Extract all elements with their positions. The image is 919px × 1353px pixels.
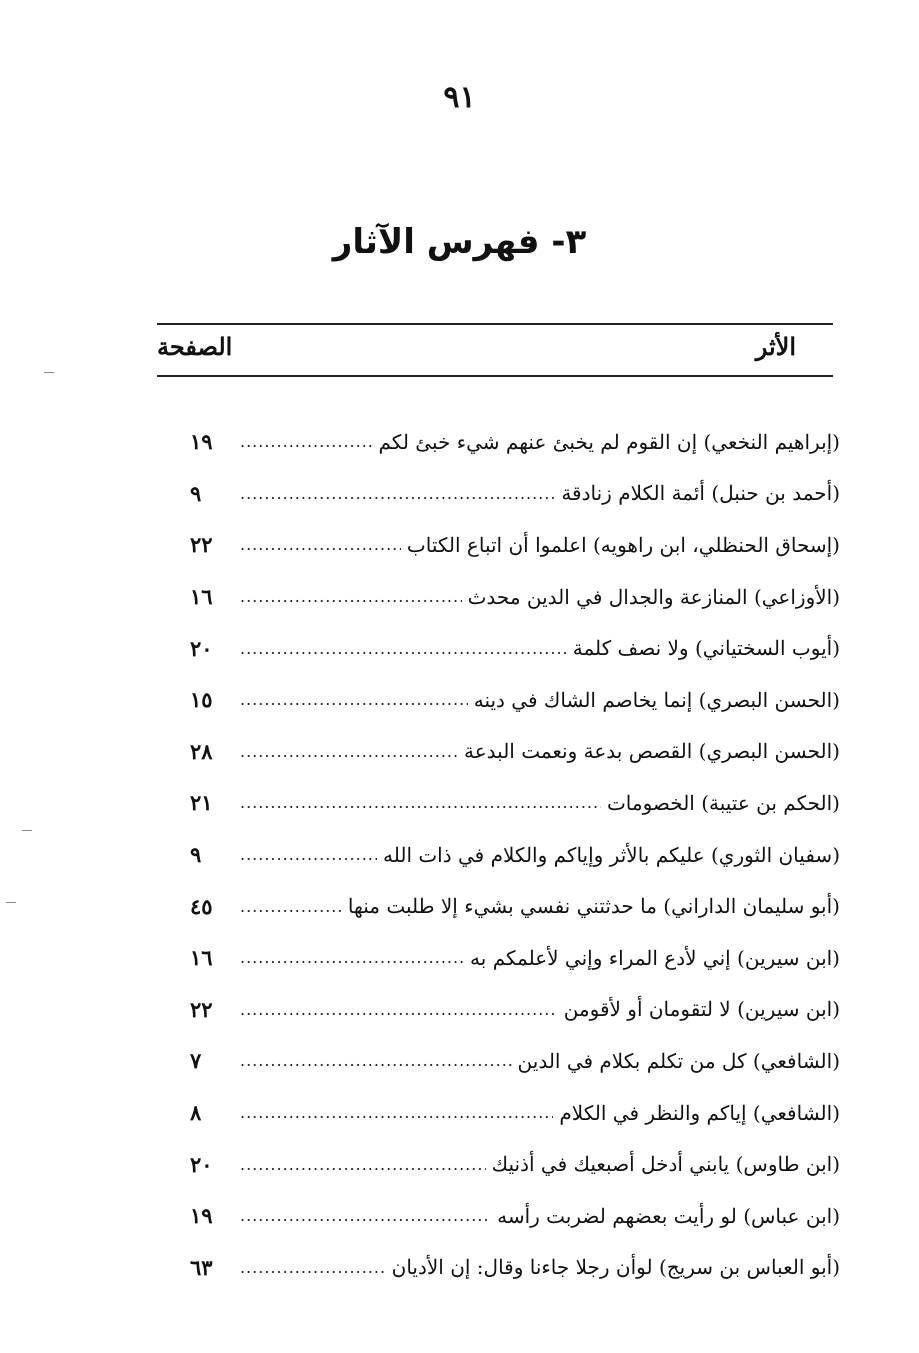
entry-text: (إسحاق الحنظلي، ابن راهويه) اعلموا أن اتباع الكتاب — [406, 532, 840, 557]
athar-index-list — [190, 416, 840, 1293]
index-entry — [190, 984, 840, 1036]
dot-leader — [240, 1155, 486, 1174]
entry-text: (سفيان الثوري) عليكم بالأثر وإياكم والكلام في ذات الله — [383, 842, 840, 867]
dot-leader — [240, 484, 555, 503]
entry-text: (أحمد بن حنبل) أئمة الكلام زنادقة — [561, 481, 840, 506]
entry-page-number: ٨ — [190, 1100, 202, 1126]
entry-text: (الحكم بن عتيبة) الخصومات — [606, 790, 840, 815]
entry-page-number: ٢١ — [190, 790, 213, 816]
index-entry — [190, 468, 840, 520]
entry-text: (ابن عباس) لو رأيت بعضهم لضربت رأسه — [497, 1203, 840, 1228]
page-title: ٣- فهرس الآثار — [332, 222, 587, 262]
entry-page-number: ١٦ — [190, 945, 213, 971]
dot-leader — [240, 639, 567, 658]
dot-leader — [240, 742, 458, 761]
header-top-rule — [157, 323, 833, 325]
entry-page-number: ٢٨ — [190, 738, 213, 764]
entry-page-number: ٢٠ — [190, 1151, 213, 1177]
dot-leader — [240, 793, 601, 812]
column-header-athar: الأثر — [755, 332, 796, 361]
entry-page-number: ٩ — [190, 842, 202, 868]
entry-page-number: ٦٣ — [190, 1254, 213, 1280]
dot-leader — [240, 1206, 491, 1225]
entry-text: (ابن سيرين) لا لتقومان أو لأقومن — [563, 997, 840, 1022]
dot-leader — [240, 535, 401, 554]
entry-text: (إبراهيم النخعي) إن القوم لم يخبئ عنهم شيء خبئ لكم — [378, 429, 840, 454]
entry-text: (أبو العباس بن سريج) لوأن رجلا جاءنا وقال: إن الأديان — [391, 1255, 840, 1280]
entry-page-number: ١٩ — [190, 1203, 213, 1229]
entry-page-number: ٢٢ — [190, 996, 213, 1022]
entry-page-number: ١٥ — [190, 687, 213, 713]
dot-leader — [240, 587, 462, 606]
dot-leader — [240, 1103, 553, 1122]
entry-text: (أبو سليمان الداراني) ما حدثتني نفسي بشيء إلا طلبت منها — [347, 894, 840, 919]
entry-text: (الأوزاعي) المنازعة والجدال في الدين محدث — [467, 584, 840, 609]
index-entry — [190, 1190, 840, 1242]
scan-mark — [22, 830, 32, 831]
dot-leader — [240, 690, 468, 709]
entry-page-number: ٧ — [190, 1048, 202, 1074]
entry-text: (الشافعي) إياكم والنظر في الكلام — [559, 1100, 840, 1125]
entry-page-number: ٩ — [190, 480, 202, 506]
index-entry — [190, 932, 840, 984]
dot-leader — [240, 1000, 558, 1019]
entry-page-number: ١٩ — [190, 429, 213, 455]
index-entry — [190, 674, 840, 726]
entry-page-number: ٢٢ — [190, 532, 213, 558]
index-entry — [190, 571, 840, 623]
index-entry — [190, 1087, 840, 1139]
page-number: ٩١ — [443, 80, 476, 115]
index-entry — [190, 622, 840, 674]
entry-page-number: ١٦ — [190, 584, 213, 610]
dot-leader — [240, 1258, 386, 1277]
index-entry — [190, 1242, 840, 1294]
index-entry — [190, 829, 840, 881]
index-entry — [190, 519, 840, 571]
entry-page-number: ٢٠ — [190, 635, 213, 661]
index-entry — [190, 777, 840, 829]
column-header-page: الصفحة — [157, 332, 233, 361]
scan-mark — [44, 372, 54, 373]
index-entry — [190, 1035, 840, 1087]
index-entry — [190, 416, 840, 468]
dot-leader — [240, 432, 372, 451]
index-entry — [190, 726, 840, 778]
dot-leader — [240, 897, 342, 916]
entry-page-number: ٤٥ — [190, 893, 213, 919]
index-entry — [190, 1138, 840, 1190]
entry-text: (ابن سيرين) إني لأدع المراء وإني لأعلمكم به — [470, 945, 840, 970]
entry-text: (الشافعي) كل من تكلم بكلام في الدين — [517, 1048, 840, 1073]
entry-text: (الحسن البصري) القصص بدعة ونعمت البدعة — [464, 739, 840, 764]
dot-leader — [240, 1051, 512, 1070]
header-bottom-rule — [157, 375, 833, 377]
entry-text: (ابن طاوس) يابني أدخل أصبعيك في أذنيك — [491, 1152, 840, 1177]
dot-leader — [240, 948, 464, 967]
scan-mark — [6, 902, 16, 903]
entry-text: (أيوب السختياني) ولا نصف كلمة — [572, 636, 840, 661]
dot-leader — [240, 845, 377, 864]
index-entry — [190, 880, 840, 932]
entry-text: (الحسن البصري) إنما يخاصم الشاك في دينه — [473, 687, 840, 712]
